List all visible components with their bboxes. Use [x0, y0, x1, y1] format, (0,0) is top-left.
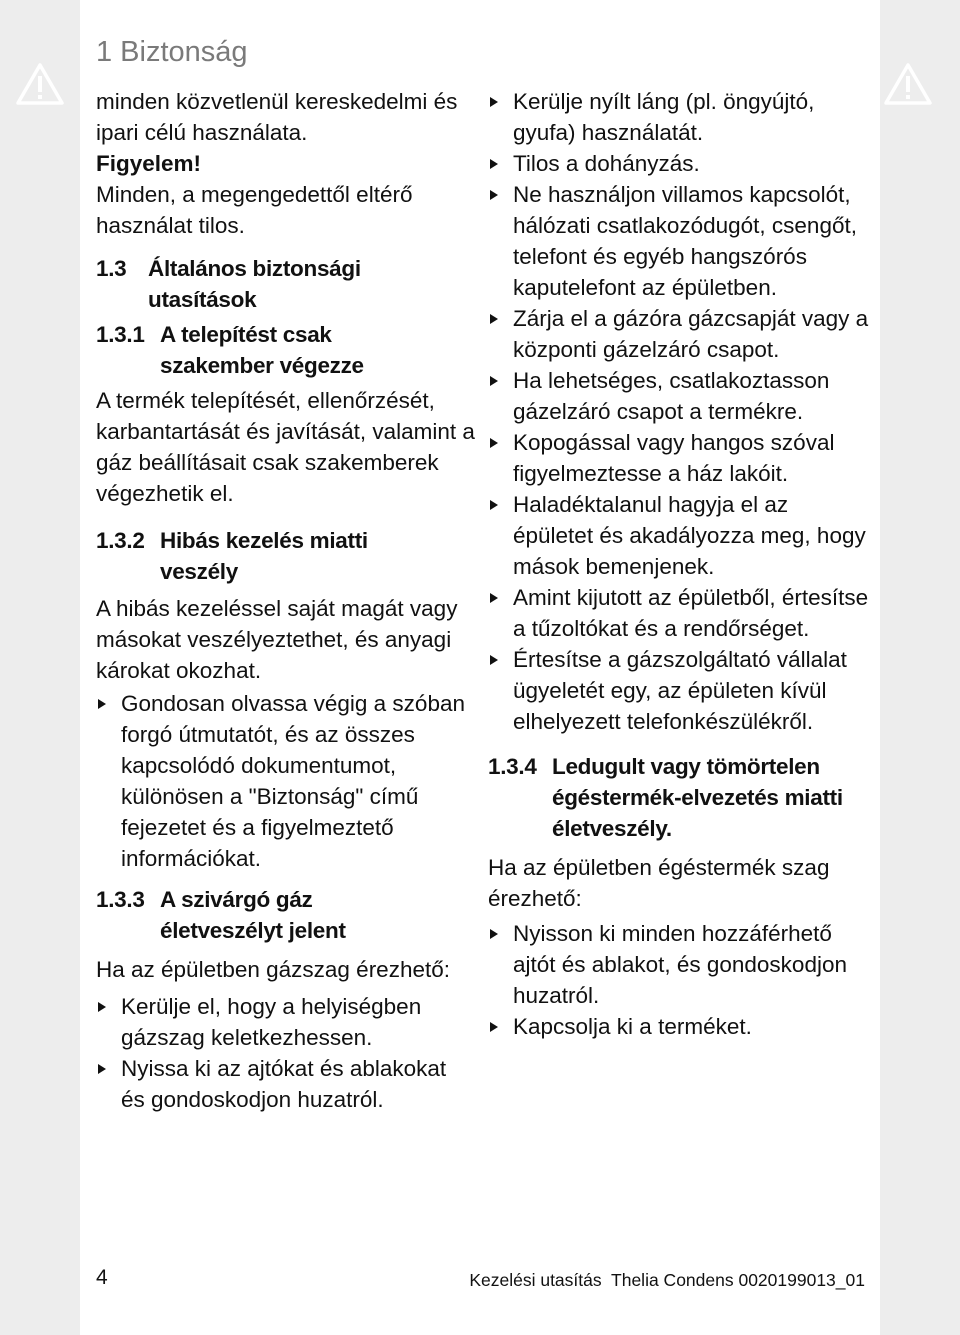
section-body: A termék telepítését, ellenőrzését, karbantartását és javítását, valamint a gáz beállításait csak szakemberek végezhetik el.: [96, 388, 475, 506]
heading-title: Ledugult vagy tömörtelen égéstermék-elvezetés miatti életveszély.: [552, 754, 843, 841]
bullet-list: [96, 688, 476, 874]
heading-number: 1.3.4: [488, 754, 537, 779]
section-body: A hibás kezeléssel saját magát vagy másokat veszélyeztethet, és anyagi károkat okozhat.: [96, 596, 458, 683]
heading-number: 1.3.2: [96, 528, 145, 553]
list-item: Nyissa ki az ajtókat és ablakokat és gondoskodjon huzatról.: [96, 1053, 476, 1115]
list-item: Kerülje el, hogy a helyiségben gázszag keletkezhessen.: [96, 991, 476, 1053]
bullet-list: [488, 86, 870, 737]
left-column: [96, 86, 476, 1115]
heading-title: A szivárgó gáz életveszélyt jelent: [160, 887, 346, 943]
heading-1-3: [96, 253, 476, 315]
list-item: Nyisson ki minden hozzáférhető ajtót és ablakot, és gondoskodjon huzatról.: [488, 918, 870, 1011]
footer-doc-info: Kezelési utasítás Thelia Condens 0020199013_01: [469, 1270, 865, 1290]
heading-title: A telepítést csak szakember végezze: [160, 322, 364, 378]
list-item: Amint kijutott az épületből, értesítse a tűzoltókat és a rendőrséget.: [488, 582, 870, 644]
section-title: 1 Biztonság: [96, 36, 248, 68]
left-margin-band: [0, 0, 80, 1335]
warning-triangle-icon: [883, 62, 933, 106]
heading-1-3-3: [96, 884, 476, 946]
list-item: Tilos a dohányzás.: [488, 148, 870, 179]
list-item: Ha lehetséges, csatlakoztasson gázelzáró csapot a termékre.: [488, 365, 870, 427]
list-item: Kopogással vagy hangos szóval figyelmeztesse a ház lakóit.: [488, 427, 870, 489]
list-item: Ne használjon villamos kapcsolót, hálózati csatlakozódugót, csengőt, telefont és egyéb hangszórós kaputelefont az épületben.: [488, 179, 870, 303]
page-number: 4: [96, 1266, 108, 1289]
warning-text: Minden, a megengedettől eltérő használat tilos.: [96, 182, 413, 238]
bullet-list: [488, 918, 870, 1042]
heading-number: 1.3.1: [96, 322, 145, 347]
warning-label: Figyelem!: [96, 151, 202, 176]
heading-number: 1.3.3: [96, 887, 145, 912]
list-item: Kerülje nyílt láng (pl. öngyújtó, gyufa) használatát.: [488, 86, 870, 148]
bullet-list: [96, 991, 476, 1115]
heading-1-3-1: [96, 319, 476, 381]
list-item: Kapcsolja ki a terméket.: [488, 1011, 870, 1042]
list-item: Haladéktalanul hagyja el az épületet és akadályozza meg, hogy mások bemenjenek.: [488, 489, 870, 582]
intro-text: minden közvetlenül kereskedelmi és ipari célú használata.: [96, 89, 458, 145]
heading-title: Általános biztonsági utasítások: [148, 256, 361, 312]
list-item: Gondosan olvassa végig a szóban forgó útmutatót, és az összes kapcsolódó dokumentumot, különösen a "Biztonság" című fejezetet és a figyelmeztető információkat.: [96, 688, 476, 874]
heading-1-3-2: [96, 525, 476, 587]
warning-triangle-icon: [15, 62, 65, 106]
heading-title: Hibás kezelés miatti veszély: [160, 528, 368, 584]
right-margin-band: [880, 0, 960, 1335]
section-body: Ha az épületben égéstermék szag érezhető:: [488, 855, 830, 911]
section-body: Ha az épületben gázszag érezhető:: [96, 957, 450, 982]
list-item: Zárja el a gázóra gázcsapját vagy a központi gázelzáró csapot.: [488, 303, 870, 365]
heading-1-3-4: [488, 751, 870, 844]
list-item: Értesítse a gázszolgáltató vállalat ügyeletét egy, az épületen kívül elhelyezett telefonkészülékről.: [488, 644, 870, 737]
heading-number: 1.3: [96, 256, 127, 281]
right-column: [488, 86, 870, 1042]
